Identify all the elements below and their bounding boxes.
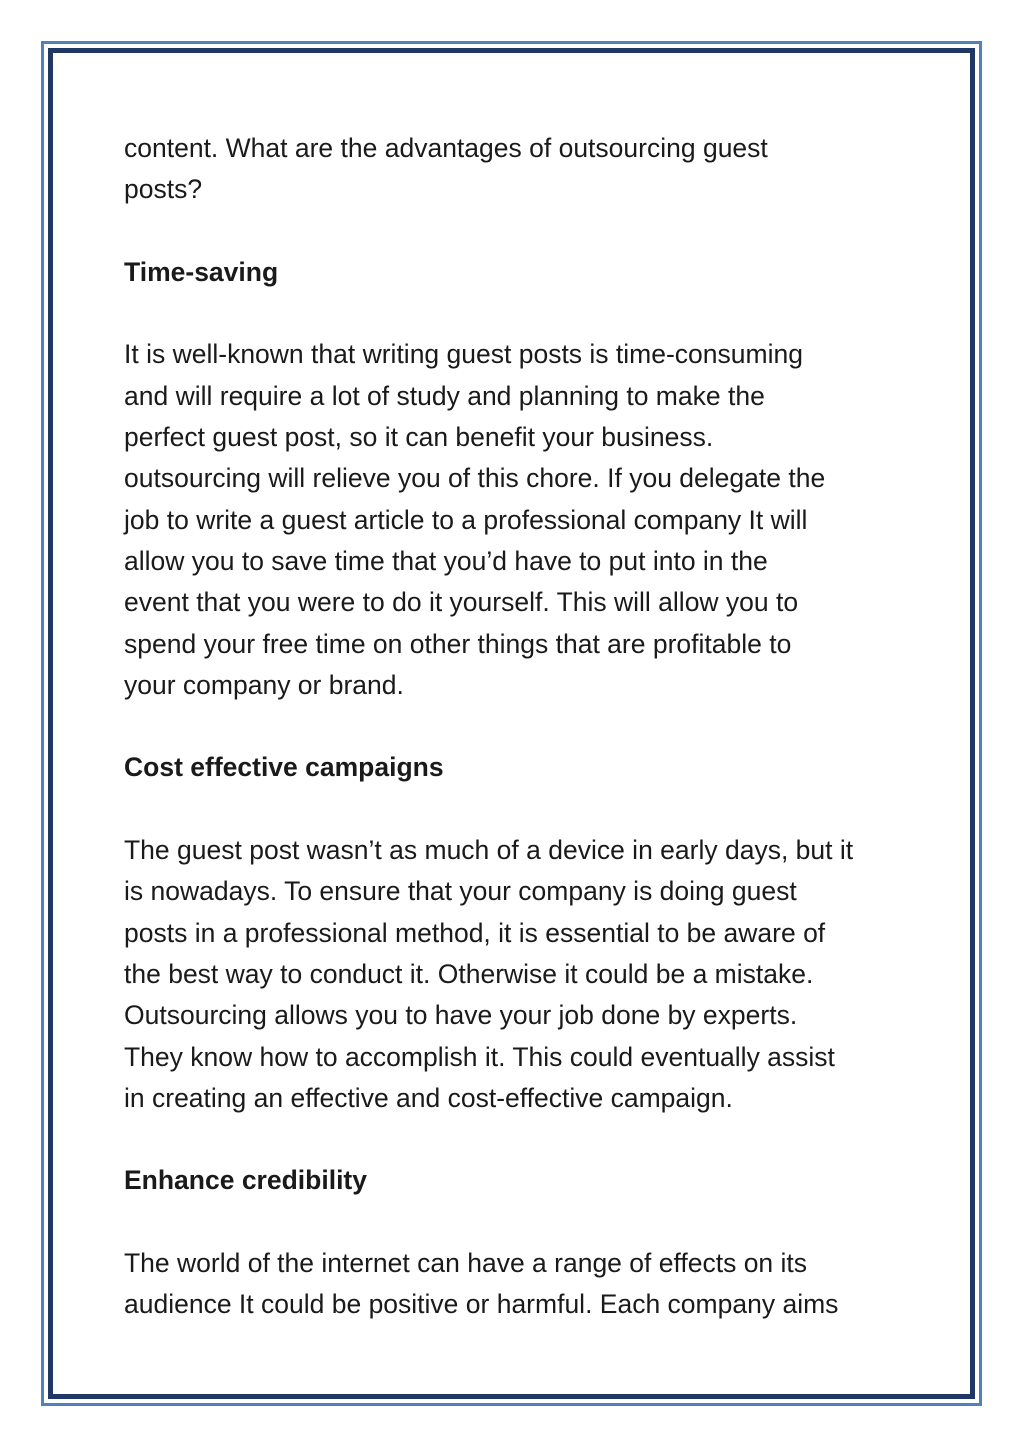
paragraph-spacer (124, 1202, 914, 1243)
paragraph-line: allow you to save time that you’d have to put into in the (124, 545, 768, 576)
paragraph-line: The guest post wasn’t as much of a device in early days, but it (124, 835, 854, 866)
section-heading-time-saving: Time-saving (124, 256, 279, 287)
section-heading-enhance-credibility: Enhance credibility (124, 1165, 367, 1196)
paragraph-line: posts? (124, 174, 203, 205)
paragraph-line: Outsourcing allows you to have your job done by experts. (124, 1000, 798, 1031)
paragraph-line: and will require a lot of study and planning to make the (124, 380, 765, 411)
paragraph-line: perfect guest post, so it can benefit your business. (124, 422, 714, 453)
paragraph-line: It is well-known that writing guest posts is time-consuming (124, 339, 803, 370)
paragraph-line: spend your free time on other things that are profitable to (124, 628, 792, 659)
paragraph-line: is nowadays. To ensure that your company is doing guest (124, 876, 797, 907)
cost-effective-paragraph (124, 830, 914, 1119)
paragraph-spacer (124, 211, 914, 252)
paragraph-line: your company or brand. (124, 669, 404, 700)
paragraph-spacer (124, 789, 914, 830)
section-heading-cost-effective: Cost effective campaigns (124, 752, 444, 783)
time-saving-paragraph (124, 334, 914, 706)
paragraph-line: the best way to conduct it. Otherwise it could be a mistake. (124, 958, 814, 989)
paragraph-line: event that you were to do it yourself. This will allow you to (124, 587, 799, 618)
intro-paragraph (124, 128, 914, 211)
paragraph-line: outsourcing will relieve you of this chore. If you delegate the (124, 463, 826, 494)
paragraph-line: in creating an effective and cost-effective campaign. (124, 1082, 733, 1113)
paragraph-line: posts in a professional method, it is essential to be aware of (124, 917, 826, 948)
paragraph-line: They know how to accomplish it. This could eventually assist (124, 1041, 835, 1072)
paragraph-line: The world of the internet can have a range of effects on its (124, 1248, 808, 1279)
paragraph-spacer (124, 1119, 914, 1160)
paragraph-line: content. What are the advantages of outsourcing guest (124, 133, 768, 163)
paragraph-line: job to write a guest article to a professional company It will (124, 504, 808, 535)
credibility-paragraph (124, 1243, 914, 1326)
paragraph-spacer (124, 293, 914, 334)
paragraph-line: audience It could be positive or harmful. Each company aims (124, 1289, 839, 1320)
document-body (124, 128, 914, 1326)
paragraph-spacer (124, 706, 914, 747)
